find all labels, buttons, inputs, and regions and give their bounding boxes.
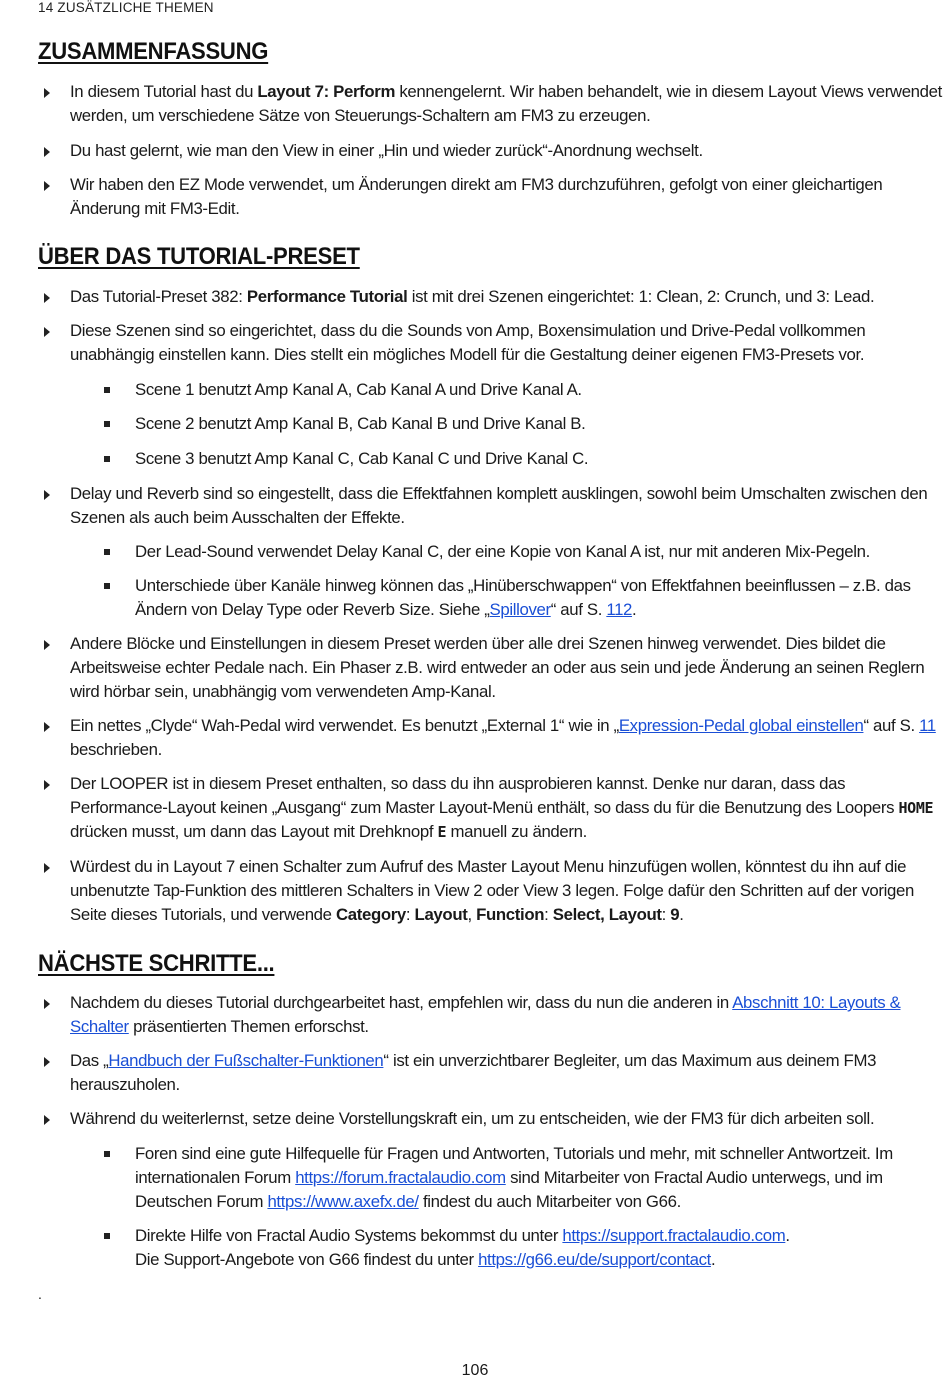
- list-item: Das Tutorial-Preset 382: Performance Tutorial ist mit drei Szenen eingerichtet: 1: Clean, 2: Crunch, und 3: Lead.: [70, 285, 945, 309]
- list-item: Der LOOPER ist in diesem Preset enthalten, so dass du ihn ausprobieren kannst. Denke nur daran, dass das Performance-Layout keinen „Ausgang“ zum Master Layout-Menü enthält, so dass du für die Benutzung des Loopers HOME drücken musst, um dann das Layout mit Drehknopf E manuell zu ändern.: [70, 772, 945, 844]
- list-item: Ein nettes „Clyde“ Wah-Pedal wird verwendet. Es benutzt „External 1“ wie in „Expression-Pedal global einstellen“ auf S. 11 beschrieben.: [70, 714, 945, 762]
- fractal-forum-link[interactable]: https://forum.fractalaudio.com: [295, 1168, 506, 1187]
- fussschalter-handbuch-link[interactable]: Handbuch der Fußschalter-Funktionen: [108, 1051, 384, 1070]
- square-bullet-icon: [104, 1151, 110, 1157]
- heading-ueber-das-tutorial-preset: ÜBER DAS TUTORIAL-PRESET: [38, 243, 360, 270]
- triangle-bullet-icon: [44, 327, 50, 337]
- triangle-bullet-icon: [44, 490, 50, 500]
- sub-list-item: Scene 3 benutzt Amp Kanal C, Cab Kanal C und Drive Kanal C.: [135, 447, 945, 471]
- square-bullet-icon: [104, 421, 110, 427]
- fractal-support-link[interactable]: https://support.fractalaudio.com: [562, 1226, 786, 1245]
- list-item: Andere Blöcke und Einstellungen in diesem Preset werden über alle drei Szenen hinweg verwendet. Dies bildet die Arbeitsweise echter Pedale nach. Ein Phaser z.B. wird entweder an oder aus sein und jede Änderung an seinen Reglern wird hörbar sein, unabhängig vom verwendeten Amp-Kanal.: [70, 632, 945, 704]
- square-bullet-icon: [104, 456, 110, 462]
- sub-list-item: Scene 2 benutzt Amp Kanal B, Cab Kanal B und Drive Kanal B.: [135, 412, 945, 436]
- sub-list-item: Direkte Hilfe von Fractal Audio Systems bekommst du unter https://support.fractalaudio.com. Die Support-Angebote von G66 findest du unter https://g66.eu/de/support/contact.: [135, 1224, 945, 1272]
- triangle-bullet-icon: [44, 293, 50, 303]
- page-112-link[interactable]: 112: [606, 600, 633, 619]
- square-bullet-icon: [104, 549, 110, 555]
- g66-support-link[interactable]: https://g66.eu/de/support/contact: [478, 1250, 711, 1269]
- running-head: 14 ZUSÄTZLICHE THEMEN: [38, 0, 214, 15]
- sub-list-item: Unterschiede über Kanäle hinweg können das „Hinüberschwappen“ von Effektfahnen beeinflussen – z.B. das Ändern von Delay Type oder Reverb Size. Siehe „Spillover“ auf S. 112.: [135, 574, 945, 622]
- page-number: 106: [461, 1362, 489, 1379]
- list-item: Während du weiterlernst, setze deine Vorstellungskraft ein, um zu entscheiden, wie der FM3 für dich arbeiten soll.: [70, 1107, 945, 1131]
- square-bullet-icon: [104, 1233, 110, 1239]
- heading-zusammenfassung: ZUSAMMENFASSUNG: [38, 38, 269, 65]
- list-item: In diesem Tutorial hast du Layout 7: Perform kennengelernt. Wir haben behandelt, wie in diesem Layout Views verwendet werden, um verschiedene Sätze von Steuerungs-Schaltern am FM3 zu erzeugen.: [70, 80, 945, 128]
- triangle-bullet-icon: [44, 88, 50, 98]
- list-item: Wir haben den EZ Mode verwendet, um Änderungen direkt am FM3 durchzuführen, gefolgt von einer gleichartigen Änderung mit FM3-Edit.: [70, 173, 945, 221]
- page-11-link[interactable]: 11: [919, 716, 936, 735]
- abschnitt-10-link[interactable]: Abschnitt 10: Layouts & Schalter: [70, 993, 901, 1036]
- square-bullet-icon: [104, 387, 110, 393]
- list-item: Diese Szenen sind so eingerichtet, dass du die Sounds von Amp, Boxensimulation und Drive-Pedal vollkommen unabhängig einstellen kann. Dies stellt ein mögliches Modell für die Gestaltung deiner eigenen FM3-Presets vor.: [70, 319, 945, 367]
- triangle-bullet-icon: [44, 780, 50, 790]
- heading-naechste-schritte: NÄCHSTE SCHRITTE...: [38, 950, 275, 977]
- triangle-bullet-icon: [44, 640, 50, 650]
- list-item: Würdest du in Layout 7 einen Schalter zum Aufruf des Master Layout Menu hinzufügen wollen, könntest du ihn auf die unbenutzte Tap-Funktion des mittleren Schalters in View 2 oder View 3 legen. Folge dafür den Schritten auf der vorigen Seite dieses Tutorials, und verwende Category: Layout, Function: Select, Layout: 9.: [70, 855, 945, 927]
- list-item: Nachdem du dieses Tutorial durchgearbeitet hast, empfehlen wir, dass du nun die anderen in Abschnitt 10: Layouts & Schalter präsentierten Themen erforschst.: [70, 991, 945, 1039]
- knob-e-label: E: [437, 823, 447, 841]
- sub-list-item: Der Lead-Sound verwendet Delay Kanal C, der eine Kopie von Kanal A ist, nur mit anderen Mix-Pegeln.: [135, 540, 945, 564]
- triangle-bullet-icon: [44, 147, 50, 157]
- axefx-forum-link[interactable]: https://www.axefx.de/: [267, 1192, 419, 1211]
- list-item: Delay und Reverb sind so eingestellt, dass die Effektfahnen komplett ausklingen, sowohl beim Umschalten zwischen den Szenen als auch beim Ausschalten der Effekte.: [70, 482, 945, 530]
- stray-dot: .: [38, 1286, 42, 1302]
- list-item: Du hast gelernt, wie man den View in einer „Hin und wieder zurück“-Anordnung wechselt.: [70, 139, 945, 163]
- triangle-bullet-icon: [44, 722, 50, 732]
- sub-list-item: Scene 1 benutzt Amp Kanal A, Cab Kanal A und Drive Kanal A.: [135, 378, 945, 402]
- home-key-label: HOME: [898, 799, 934, 817]
- triangle-bullet-icon: [44, 1057, 50, 1067]
- expression-pedal-link[interactable]: Expression-Pedal global einstellen: [618, 716, 864, 735]
- triangle-bullet-icon: [44, 999, 50, 1009]
- sub-list-item: Foren sind eine gute Hilfequelle für Fragen und Antworten, Tutorials und mehr, mit schneller Antwortzeit. Im internationalen Forum https://forum.fractalaudio.com sind Mitarbeiter von Fractal Audio unterwegs, und im Deutschen Forum https://www.axefx.de/ findest du auch Mitarbeiter von G66.: [135, 1142, 945, 1214]
- triangle-bullet-icon: [44, 1115, 50, 1125]
- list-item: Das „Handbuch der Fußschalter-Funktionen“ ist ein unverzichtbarer Begleiter, um das Maximum aus deinem FM3 herauszuholen.: [70, 1049, 945, 1097]
- square-bullet-icon: [104, 583, 110, 589]
- spillover-link[interactable]: Spillover: [489, 600, 551, 619]
- triangle-bullet-icon: [44, 181, 50, 191]
- triangle-bullet-icon: [44, 863, 50, 873]
